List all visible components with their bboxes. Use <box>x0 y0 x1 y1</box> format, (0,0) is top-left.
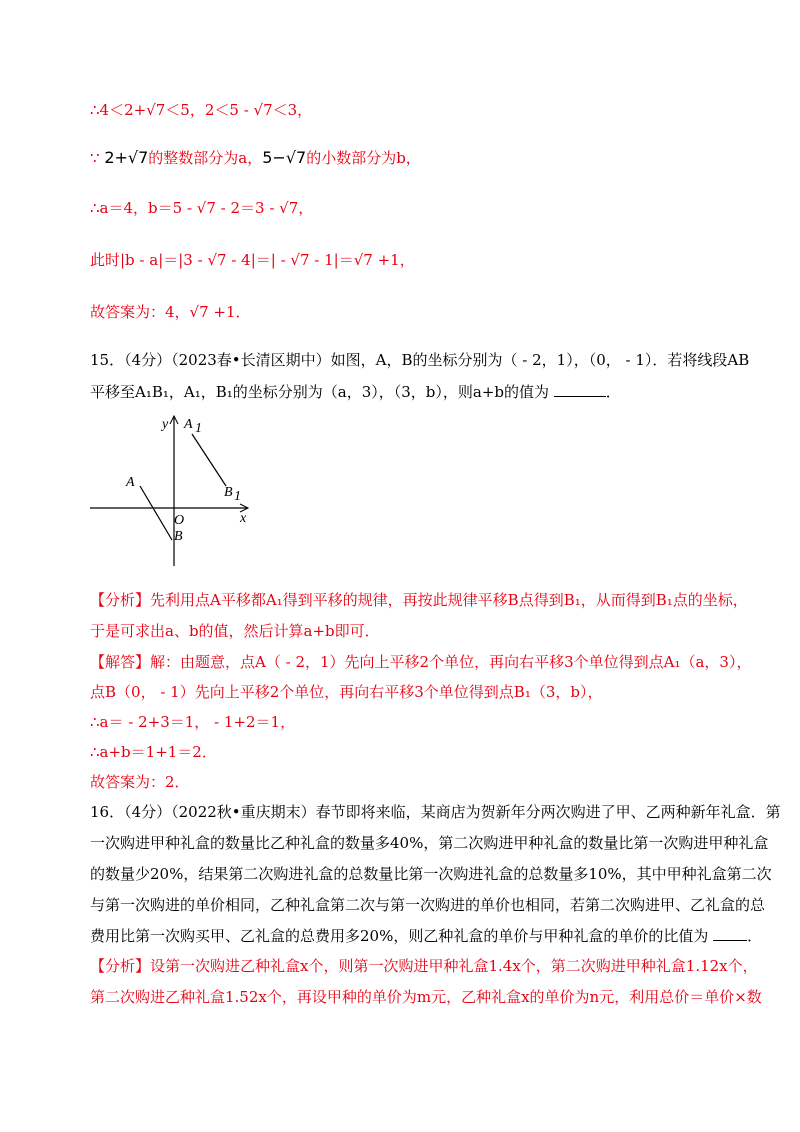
q15-analysis-line-1: 【分析】先利用点A平移都A₁得到平移的规律，再按此规律平移B点得到B₁，从而得到B₁点的坐标， <box>90 591 748 609</box>
q16-stem-line-5 <box>90 926 762 946</box>
text-integer-part: 的整数部分为a， <box>148 149 263 167</box>
label-b1: B <box>224 485 233 500</box>
coordinate-diagram <box>88 408 258 568</box>
because-symbol: ∵ <box>90 149 105 167</box>
q16-stem-line-3: 的数量少20%，结果第二次购进礼盒的总数量比第一次购进礼盒的总数量多10%，其中甲种礼盒第二次 <box>90 865 772 883</box>
q15-stem-line-2 <box>90 382 621 402</box>
q16-stem-end: ． <box>747 927 763 945</box>
solution-line-abs: 此时|b - a|＝|3 - √7 - 4|＝| - √7 - 1|＝√7 +1， <box>90 251 415 269</box>
math-expression-2: 5−√7 <box>262 148 307 167</box>
q15-analysis-line-2: 于是可求出a、b的值，然后计算a+b即可． <box>90 622 380 640</box>
q15-solution-line-2: 点B（0， - 1）先向上平移2个单位，再向右平移3个单位得到点B₁（3，b）， <box>90 683 603 701</box>
q15-solution-line-4: ∴a+b＝1+1＝2． <box>90 743 217 761</box>
text-decimal-part: 的小数部分为b， <box>306 149 421 167</box>
q15-stem-text: 平移至A₁B₁，A₁，B₁的坐标分别为（a，3），（3，b），则a+b的值为 <box>90 383 550 401</box>
q16-analysis-line-2: 第二次购进乙种礼盒1.52x个，再设甲种的单价为m元，乙种礼盒x的单价为n元，利用总价＝单价×数 <box>90 988 762 1006</box>
solution-line-values: ∴a＝4，b＝5 - √7 - 2＝3 - √7， <box>90 199 314 217</box>
label-y: y <box>162 417 169 432</box>
q16-analysis-line-1: 【分析】设第一次购进乙种礼盒x个，则第一次购进甲种礼盒1.4x个，第二次购进甲种礼盒1.12x个， <box>90 957 758 975</box>
q15-stem-end: ． <box>605 383 621 401</box>
q15-solution-line-3: ∴a＝ - 2+3＝1， - 1+2＝1， <box>90 713 296 731</box>
math-expression-1: 2+√7 <box>104 148 149 167</box>
label-origin: O <box>174 513 185 528</box>
q15-solution-line-1: 【解答】解：由题意，点A（ - 2，1）先向上平移2个单位，再向右平移3个单位得到点A₁（a，3）， <box>90 653 752 671</box>
q15-answer-line: 故答案为：2． <box>90 773 190 791</box>
label-a: A <box>126 475 135 490</box>
answer-blank <box>554 382 606 397</box>
answer-blank-q16 <box>713 926 747 941</box>
q16-stem-line-4: 与第一次购进的单价相同，乙种礼盒第二次与第一次购进的单价也相同，若第二次购进甲、乙礼盒的总 <box>90 896 766 914</box>
solution-line-parts <box>90 148 421 168</box>
q16-stem-line-2: 一次购进甲种礼盒的数量比乙种礼盒的数量多40%，第二次购进甲种礼盒的数量比第一次购进甲种礼盒 <box>90 834 769 852</box>
label-x: x <box>240 511 247 526</box>
label-a1-subscript: 1 <box>195 421 202 436</box>
q16-stem-line-1: 16．（4分）（2022秋•重庆期末）春节即将来临，某商店为贺新年分两次购进了甲、乙两种新年礼盒．第 <box>90 803 781 821</box>
segment-a1b1 <box>192 434 226 486</box>
solution-line-inequality: ∴4＜2+√7＜5，2＜5 - √7＜3， <box>90 101 313 119</box>
segment-ab <box>140 486 172 540</box>
answer-line-q14: 故答案为：4，√7 +1． <box>90 303 251 321</box>
label-b1-subscript: 1 <box>234 489 241 504</box>
q15-stem-line-1: 15．（4分）（2023春•长清区期中）如图，A，B的坐标分别为（ - 2，1），（0， - 1）．若将线段AB <box>90 351 750 369</box>
q16-stem-text: 费用比第一次购买甲、乙礼盒的总费用多20%，则乙种礼盒的单价与甲种礼盒的单价的比值为 <box>90 927 709 945</box>
label-a1: A <box>184 417 193 432</box>
label-b: B <box>174 529 183 544</box>
